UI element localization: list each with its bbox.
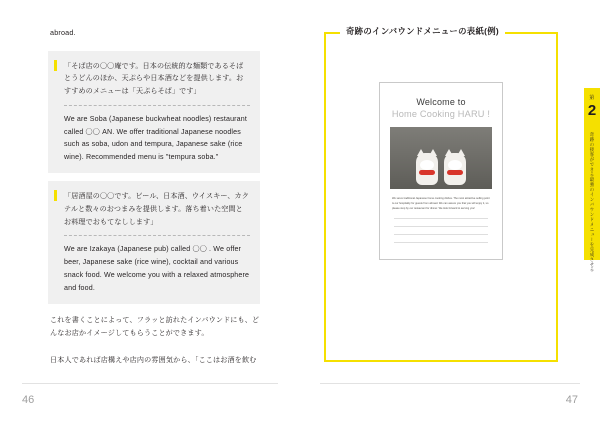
cat-face-icon [448, 160, 462, 170]
figure-caption: 奇跡のインバウンドメニューの表紙(例) [340, 25, 505, 37]
example-divider-1 [64, 105, 250, 106]
example-block-2 [48, 181, 260, 304]
chapter-number: 2 [587, 102, 597, 119]
menu-title: Welcome to [416, 97, 466, 107]
page-number-right: 47 [565, 394, 578, 406]
footer-rule [320, 383, 580, 384]
chapter-title-vertical: 奇跡の接客ができる最強のインバウンドメニューを完成させる [590, 132, 595, 272]
menu-photo [390, 127, 492, 189]
menu-divider [394, 242, 488, 243]
menu-subtitle: Home Cooking HARU ! [391, 109, 491, 119]
example-divider-2 [64, 235, 250, 236]
menu-divider [394, 234, 488, 235]
cat-ear-icon [445, 149, 453, 156]
cat-face-icon [420, 160, 434, 170]
chapter-kanji: 第 [589, 95, 595, 101]
cat-ear-icon [457, 149, 465, 156]
page-number-left: 46 [22, 394, 35, 406]
cat-bib-icon [419, 170, 435, 175]
cat-bib-icon [447, 170, 463, 175]
example-english-1: We are Soba (Japanese buckwheat noodles) restaurant called 〇〇 AN. We offer traditional Japanese noodles such as soba, udon and tempura, Japanese sake (rice wine). Recommended menu is "tempura soba." [64, 114, 247, 162]
menu-cover-sample [379, 82, 503, 260]
cat-ear-icon [417, 149, 425, 156]
figure-frame [324, 26, 558, 362]
menu-body-text: We serve traditional Japanese home cooking dishes. The most attractive selling point is our hospitality for guests from abroad. We can assure you that you will enjoy it, so please stop by our restaurant for dinner. We look forward to serving you! [392, 197, 490, 210]
accent-bar-icon [54, 190, 57, 201]
menu-divider [394, 218, 488, 219]
example-japanese-2: 「居酒屋の〇〇です。ビール、日本酒、ウイスキー、カクテルと数々のおつまみを提供します。落ち着いた空間とお料理でおもてなしします」 [64, 192, 249, 226]
accent-bar-icon [54, 60, 57, 71]
example-japanese-1: 「そば店の〇〇庵です。日本の伝統的な麺類であるそばとうどんのほか、天ぷらや日本酒などを提供します。おすすめのメニューは「天ぷらそば」です」 [64, 61, 244, 96]
footer-rule [22, 383, 278, 384]
chapter-side-tab [584, 88, 600, 272]
page-right [300, 0, 600, 422]
example-block-1 [48, 51, 260, 174]
lucky-cat-icon [416, 153, 438, 185]
lucky-cat-icon [444, 153, 466, 185]
lead-text: abroad. [50, 28, 76, 37]
cat-ear-icon [429, 149, 437, 156]
body-paragraph-2: 日本人であれば店構えや店内の雰囲気から、「ここはお酒を飲む [50, 356, 257, 365]
body-paragraph-1: これを書くことによって、フラッと訪れたインバウンドにも、どんなお店かイメージしてもらうことができます。 [50, 315, 260, 337]
menu-divider [394, 226, 488, 227]
example-english-2: We are Izakaya (Japanese pub) called 〇〇 . We offer beer, Japanese sake (rice wine), cocktail and various snack food. We welcome you with a relaxed atmosphere and food. [64, 245, 250, 292]
